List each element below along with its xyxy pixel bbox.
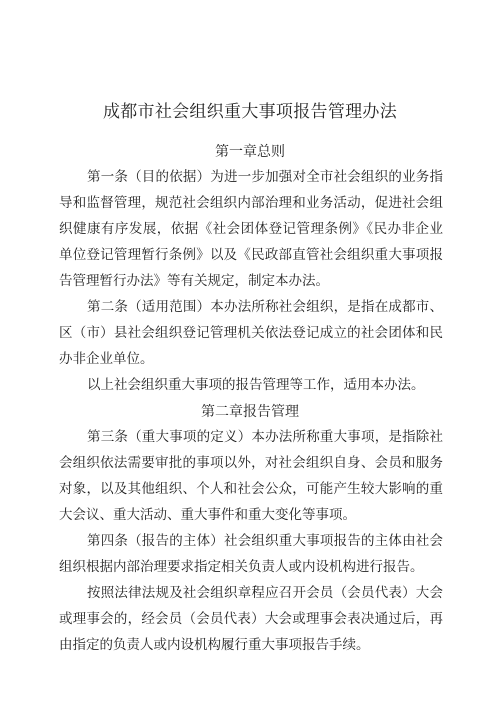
article-4-paragraph: 第四条（报告的主体）社会组织重大事项报告的主体由社会组织根据内部治理要求指定相关负责人或内设机构进行报告。 bbox=[59, 533, 443, 575]
document-title: 成都市社会组织重大事项报告管理办法 bbox=[102, 102, 398, 122]
article-2-paragraph: 第二条（适用范围）本办法所称社会组织，是指在成都市、区（市）县社会组织登记管理机关依法登记成立的社会团体和民办非企业单位。 bbox=[59, 299, 443, 367]
article-2-continuation-paragraph: 以上社会组织重大事项的报告管理等工作，适用本办法。 bbox=[87, 377, 425, 393]
article-3-paragraph: 第三条（重大事项的定义）本办法所称重大事项，是指除社会组织依法需要审批的事项以外，对社会组织自身、会员和服务对象，以及其他组织、个人和社会公众，可能产生较大影响的重大会议、重大活动、重大事件和重大变化等事项。 bbox=[59, 429, 443, 523]
article-1-paragraph: 第一条（目的依据）为进一步加强对全市社会组织的业务指导和监督管理，规范社会组织内部治理和业务活动，促进社会组织健康有序发展，依据《社会团体登记管理条例》《民办非企业单位登记管理暂行条例》以及《民政部直管社会组织重大事项报告管理暂行办法》等有关规定，制定本办法。 bbox=[59, 169, 443, 289]
chapter-heading-general: 第一章总则 bbox=[215, 144, 285, 160]
chapter-heading-reporting: 第二章报告管理 bbox=[201, 404, 299, 420]
article-4-continuation-paragraph: 按照法律法规及社会组织章程应召开会员（会员代表）大会或理事会的，经会员（会员代表）大会或理事会表决通过后，再由指定的负责人或内设机构履行重大事项报告手续。 bbox=[59, 585, 443, 653]
